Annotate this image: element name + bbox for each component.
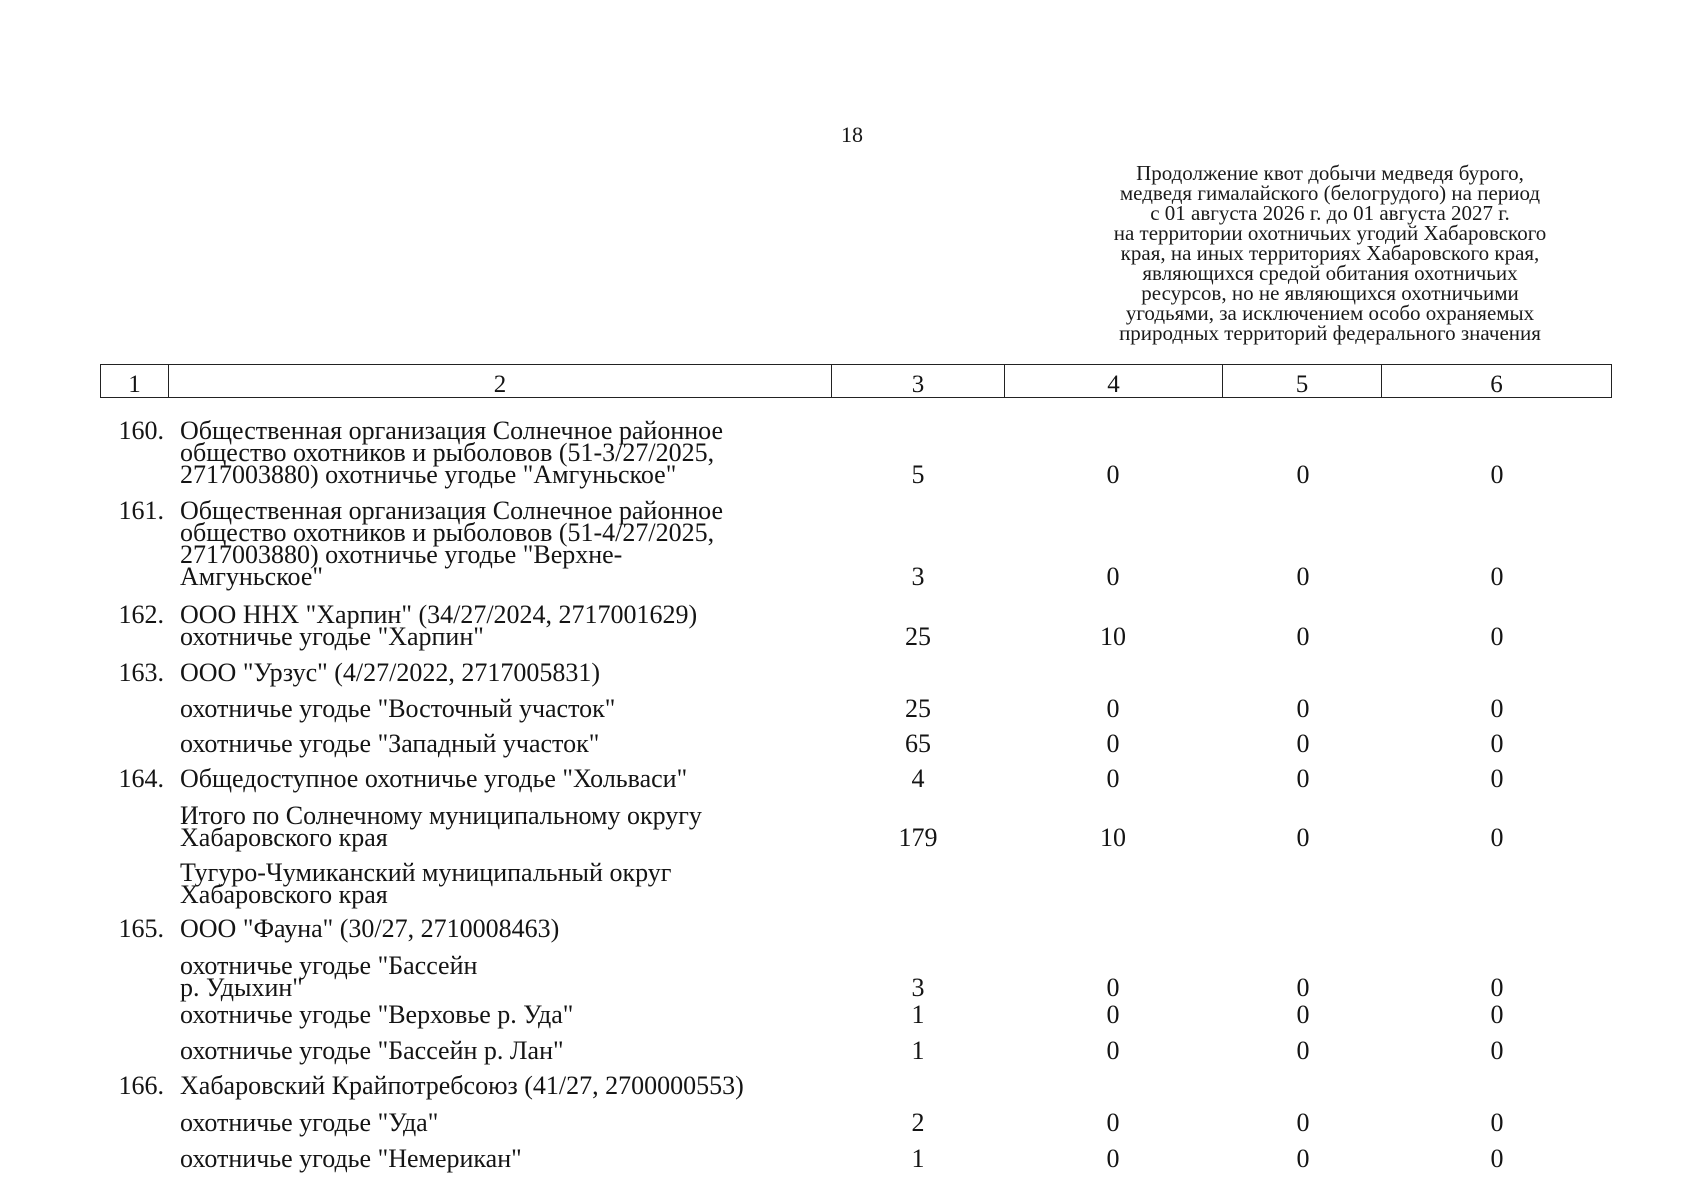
row-name-line: ООО "Урзус" (4/27/2022, 2717005831)	[180, 658, 601, 687]
column-number-header	[100, 364, 1612, 398]
row-value-col3: 3	[911, 562, 925, 591]
row-value-col3: 1	[911, 1000, 925, 1029]
row-name-line: охотничье угодье "Бассейн р. Лан"	[180, 1036, 564, 1065]
row-name-line: Общественная организация Солнечное районное	[180, 416, 724, 445]
row-number: 165.	[118, 914, 164, 943]
row-value-col6: 0	[1490, 764, 1504, 793]
row-value-col4: 0	[1106, 1108, 1120, 1137]
row-name	[180, 914, 820, 943]
row-value-col6: 0	[1490, 460, 1504, 489]
header-cell-5: 5	[1223, 365, 1382, 397]
row-name	[180, 1000, 820, 1029]
caption-line: края, на иных территориях Хабаровского края,	[1120, 241, 1540, 265]
row-value-col4: 0	[1106, 1000, 1120, 1029]
row-value-col4: 0	[1106, 694, 1120, 723]
row-value-col6: 0	[1490, 622, 1504, 651]
row-name-line: охотничье угодье "Харпин"	[180, 622, 484, 651]
row-name	[180, 694, 820, 723]
row-name	[180, 801, 820, 852]
row-name	[180, 600, 820, 651]
row-name	[180, 1036, 820, 1065]
row-name	[180, 1144, 820, 1173]
row-value-col6: 0	[1490, 1108, 1504, 1137]
row-name	[180, 1108, 820, 1137]
row-value-col6: 0	[1490, 729, 1504, 758]
row-name-line: Итого по Солнечному муниципальному округу	[180, 801, 702, 830]
caption-line: Продолжение квот добычи медведя бурого,	[1136, 161, 1524, 185]
row-name	[180, 858, 820, 909]
row-value-col5: 0	[1296, 1144, 1310, 1173]
row-name	[180, 729, 820, 758]
row-value-col3: 5	[911, 460, 925, 489]
row-value-col4: 0	[1106, 562, 1120, 591]
row-value-col5: 0	[1296, 764, 1310, 793]
row-value-col4: 0	[1106, 1036, 1120, 1065]
row-value-col5: 0	[1296, 1000, 1310, 1029]
caption-line: с 01 августа 2026 г. до 01 августа 2027 г.	[1150, 201, 1510, 225]
row-name-line: ООО НHX "Харпин" (34/27/2024, 2717001629)	[180, 600, 698, 629]
row-name	[180, 658, 820, 687]
row-number: 162.	[118, 600, 164, 629]
row-value-col5: 0	[1296, 694, 1310, 723]
row-value-col3: 65	[905, 729, 931, 758]
row-value-col3: 3	[911, 973, 925, 1002]
caption-line: являющихся средой обитания охотничьих	[1142, 261, 1518, 285]
header-cell-4: 4	[1005, 365, 1223, 397]
row-value-col5: 0	[1296, 729, 1310, 758]
row-value-col4: 10	[1100, 622, 1126, 651]
row-value-col3: 25	[905, 622, 931, 651]
row-name-line: Тугуро-Чумиканский муниципальный округ	[180, 858, 672, 887]
row-value-col6: 0	[1490, 562, 1504, 591]
row-value-col3: 1	[911, 1036, 925, 1065]
row-value-col6: 0	[1490, 823, 1504, 852]
row-name	[180, 764, 820, 793]
row-name-line: охотничье угодье "Западный участок"	[180, 729, 600, 758]
table-caption	[1040, 163, 1620, 343]
row-name-line: охотничье угодье "Немерикан"	[180, 1144, 522, 1173]
row-name-line: общество охотников и рыболовов (51-3/27/2025,	[180, 438, 715, 467]
row-number: 166.	[118, 1071, 164, 1100]
row-number: 161.	[118, 496, 164, 525]
row-name-line: охотничье угодье "Уда"	[180, 1108, 439, 1137]
caption-line: угодьями, за исключением особо охраняемых	[1125, 301, 1535, 325]
row-value-col4: 0	[1106, 460, 1120, 489]
row-value-col6: 0	[1490, 1144, 1504, 1173]
row-name-line: ООО "Фауна" (30/27, 2710008463)	[180, 914, 560, 943]
row-name-line: Хабаровского края	[180, 823, 388, 852]
row-value-col3: 4	[911, 764, 925, 793]
caption-line: природных территорий федерального значения	[1119, 321, 1541, 345]
row-name-line: общество охотников и рыболовов (51-4/27/2025,	[180, 518, 715, 547]
row-value-col5: 0	[1296, 622, 1310, 651]
row-value-col3: 25	[905, 694, 931, 723]
row-name	[180, 1071, 820, 1100]
row-value-col3: 179	[898, 823, 938, 852]
page-number: 18	[841, 122, 863, 147]
caption-line: медведя гималайского (белогрудого) на период	[1119, 181, 1541, 205]
row-name-line: Хабаровский Крайпотребсоюз (41/27, 2700000553)	[180, 1071, 744, 1100]
row-value-col5: 0	[1296, 1036, 1310, 1065]
row-name	[180, 951, 820, 1002]
row-name-line: охотничье угодье "Бассейн	[180, 951, 478, 980]
row-name-line: Амгуньское"	[180, 562, 323, 591]
row-number: 163.	[118, 658, 164, 687]
row-number: 164.	[118, 764, 164, 793]
row-name-line: Общественная организация Солнечное районное	[180, 496, 724, 525]
row-name	[180, 496, 820, 591]
header-cell-2: 2	[169, 365, 832, 397]
row-name-line: Хабаровского края	[180, 880, 388, 909]
caption-line: на территории охотничьих угодий Хабаровского	[1113, 221, 1547, 245]
row-value-col4: 0	[1106, 973, 1120, 1002]
row-value-col6: 0	[1490, 973, 1504, 1002]
header-cell-6: 6	[1490, 371, 1503, 398]
row-name-line: охотничье угодье "Восточный участок"	[180, 694, 616, 723]
row-value-col4: 0	[1106, 1144, 1120, 1173]
header-cell-1: 1	[101, 365, 169, 397]
row-name-line: охотничье угодье "Верховье р. Уда"	[180, 1000, 574, 1029]
row-value-col4: 10	[1100, 823, 1126, 852]
row-value-col5: 0	[1296, 1108, 1310, 1137]
row-value-col3: 2	[911, 1108, 925, 1137]
row-name-line: 2717003880) охотничье угодье "Амгуньское"	[180, 460, 677, 489]
header-cell-3: 3	[832, 365, 1005, 397]
row-value-col4: 0	[1106, 729, 1120, 758]
row-name-line: р. Удыхин"	[180, 973, 303, 1002]
row-value-col6: 0	[1490, 1000, 1504, 1029]
row-name	[180, 416, 820, 489]
row-name-line: 2717003880) охотничье угодье "Верхне-	[180, 540, 623, 569]
row-value-col6: 0	[1490, 694, 1504, 723]
row-value-col5: 0	[1296, 973, 1310, 1002]
row-value-col4: 0	[1106, 764, 1120, 793]
row-value-col6: 0	[1490, 1036, 1504, 1065]
row-number: 160.	[118, 416, 164, 445]
row-value-col5: 0	[1296, 460, 1310, 489]
row-value-col5: 0	[1296, 562, 1310, 591]
row-value-col5: 0	[1296, 823, 1310, 852]
row-value-col3: 1	[911, 1144, 925, 1173]
row-name-line: Общедоступное охотничье угодье "Хольваси"	[180, 764, 688, 793]
caption-line: ресурсов, но не являющихся охотничьими	[1141, 281, 1519, 305]
